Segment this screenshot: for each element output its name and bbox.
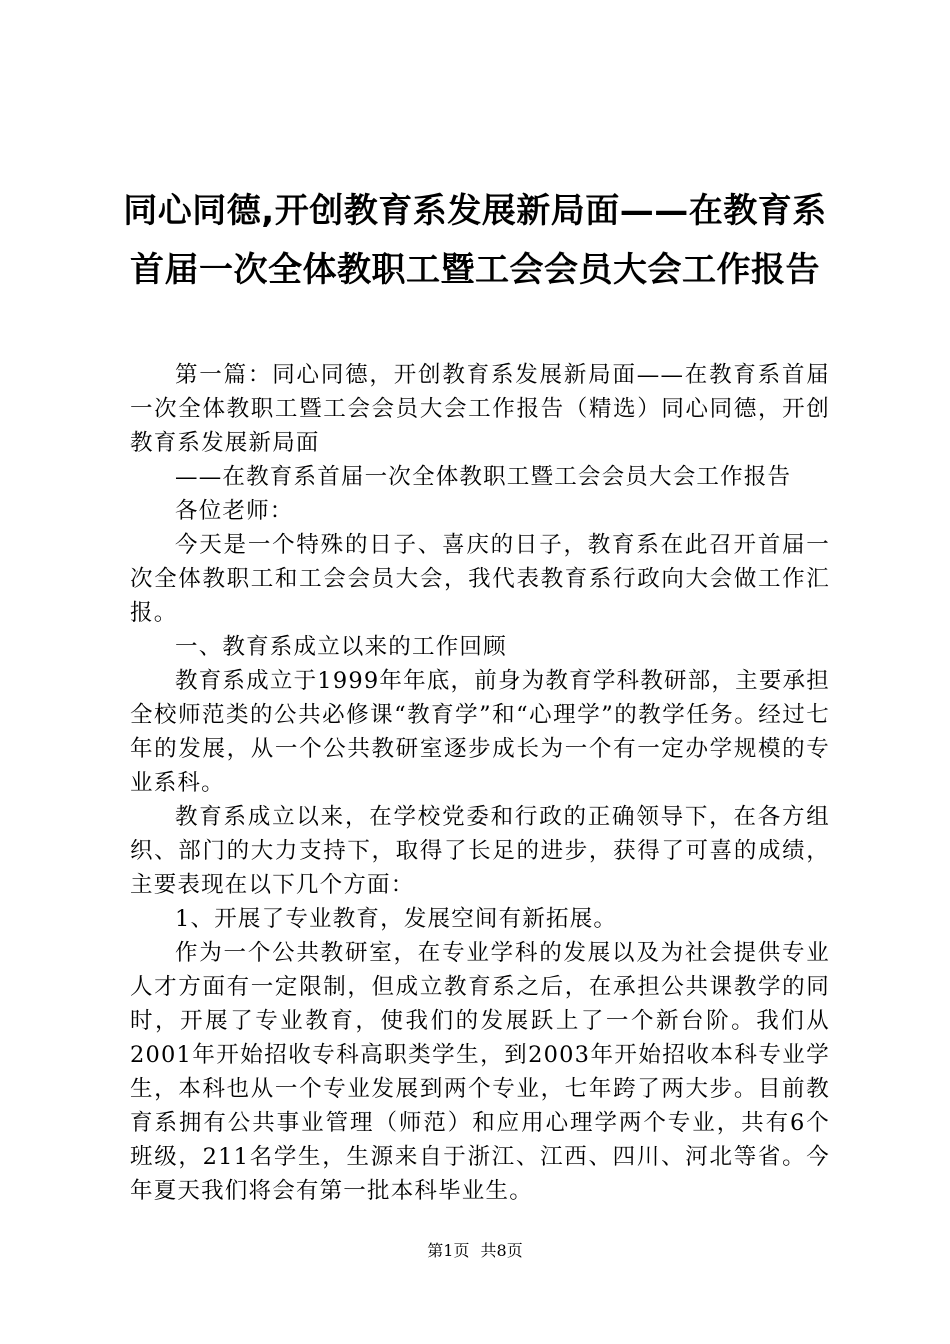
paragraph: 第一篇：同心同德，开创教育系发展新局面——在教育系首届一次全体教职工暨工会会员大会工作报告（精选）同心同德，开创教育系发展新局面 bbox=[130, 362, 830, 456]
paragraph: 教育系成立以来，在学校党委和行政的正确领导下，在各方组织、部门的大力支持下，取得了长足的进步，获得了可喜的成绩，主要表现在以下几个方面： bbox=[130, 804, 830, 898]
document-title: 同心同德,开创教育系发展新局面——在教育系首届一次全体教职工暨工会会员大会工作报告 bbox=[123, 191, 827, 290]
document-body bbox=[130, 358, 830, 1208]
salutation: 各位老师： bbox=[175, 498, 294, 524]
paragraph: 教育系成立于1999年年底，前身为教育学科教研部，主要承担全校师范类的公共必修课“教育学”和“心理学”的教学任务。经过七年的发展，从一个公共教研室逐步成长为一个有一定办学规模的专业系科。 bbox=[130, 668, 830, 796]
section-heading: 一、教育系成立以来的工作回顾 bbox=[175, 634, 507, 660]
page-number: 第1页 bbox=[427, 1241, 470, 1260]
paragraph: ——在教育系首届一次全体教职工暨工会会员大会工作报告 bbox=[175, 464, 792, 490]
page-footer bbox=[0, 1240, 950, 1262]
paragraph: 作为一个公共教研室，在专业学科的发展以及为社会提供专业人才方面有一定限制，但成立教育系之后，在承担公共课教学的同时，开展了专业教育，使我们的发展跃上了一个新台阶。我们从2001年开始招收专科高职类学生，到2003年开始招收本科专业学生，本科也从一个专业发展到两个专业，七年跨了两大步。目前教育系拥有公共事业管理（师范）和应用心理学两个专业，共有6个班级，211名学生，生源来自于浙江、江西、四川、河北等省。今年夏天我们将会有第一批本科毕业生。 bbox=[130, 940, 830, 1204]
page-total: 共8页 bbox=[480, 1241, 523, 1260]
subsection-heading: 1、开展了专业教育，发展空间有新拓展。 bbox=[175, 906, 618, 932]
paragraph: 今天是一个特殊的日子、喜庆的日子，教育系在此召开首届一次全体教职工和工会会员大会，我代表教育系行政向大会做工作汇报。 bbox=[130, 532, 830, 626]
